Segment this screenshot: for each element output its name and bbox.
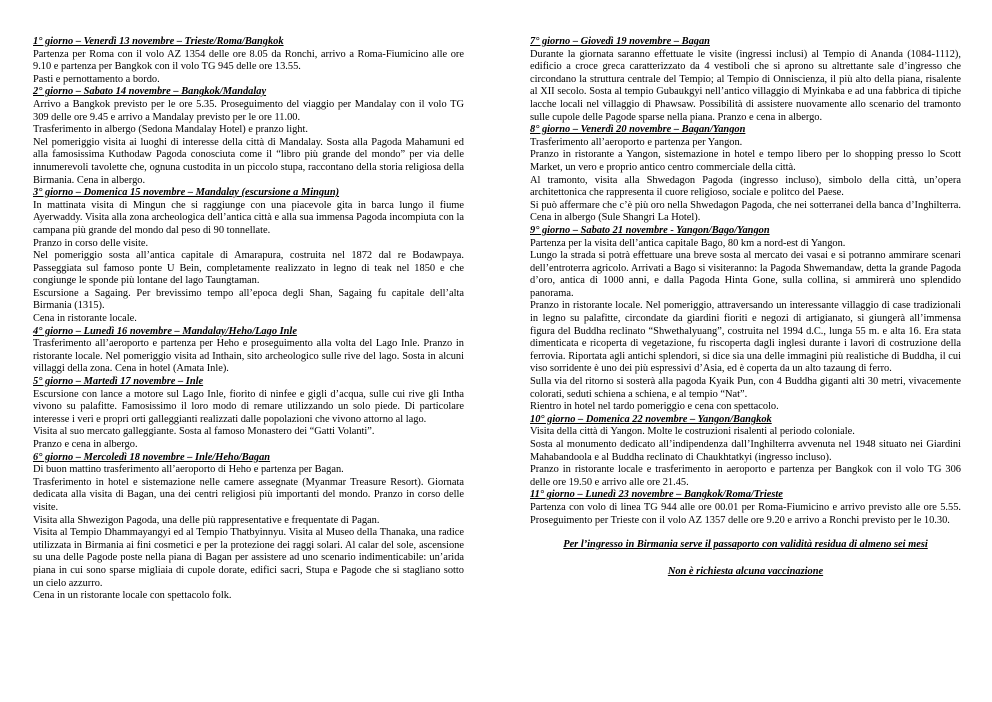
day-paragraph: In mattinata visita di Mingun che si raggiunge con una piacevole gita in barca lungo il fiume Ayerwaddy. Visita alla zona archeologica dell’antica città e alla sua immensa Pagoda incompiuta con la campana più grande del mondo dal peso di 90 tonnellate. xyxy=(33,199,464,236)
day-heading: 8° giorno – Venerdì 20 novembre – Bagan/Yangon xyxy=(530,124,746,136)
day-heading: 9° giorno – Sabato 21 novembre - Yangon/Bago/Yangon xyxy=(530,224,770,236)
day-paragraph: Rientro in hotel nel tardo pomeriggio e cena con spettacolo. xyxy=(530,401,779,413)
day-paragraph: Di buon mattino trasferimento all’aeroporto di Heho e partenza per Bagan. xyxy=(33,464,344,476)
day-paragraph: Escursione a Sagaing. Per brevissimo tempo all’epoca degli Shan, Sagaing fu capitale dell’alta Birmania (1315). xyxy=(33,287,464,312)
day-paragraph: Pasti e pernottamento a bordo. xyxy=(33,73,160,85)
day-paragraph: Trasferimento in hotel e sistemazione nelle camere assegnate (Myanmar Treasure Resort). Giornata dedicata alla visita di Bagan, una dei centri religiosi più importanti del mondo. Pranzo in corso delle visite. xyxy=(33,476,464,513)
day-paragraph: Sulla via del ritorno si sosterà alla pagoda Kyaik Pun, con 4 Buddha giganti alti 30 metri, vivacemente colorati, seduti schiena a schiena, e al tempio “Nat”. xyxy=(530,376,961,400)
day-block xyxy=(530,36,961,124)
day-heading: 6° giorno – Mercoledì 18 novembre – Inle/Heho/Bagan xyxy=(33,451,271,463)
day-heading: 4° giorno – Lunedì 16 novembre – Mandalay/Heho/Lago Inle xyxy=(33,325,297,337)
day-paragraph: Cena in ristorante locale. xyxy=(33,313,137,325)
day-heading: 3° giorno – Domenica 15 novembre – Mandalay (escursione a Mingun) xyxy=(33,187,340,199)
day-paragraph: Trasferimento all’aeroporto e partenza per Yangon. xyxy=(530,136,743,148)
day-paragraph: Visita alla Shwezigon Pagoda, una delle più rappresentative e frequentate di Pagan. xyxy=(33,514,380,526)
day-block xyxy=(33,187,464,326)
day-paragraph: Durante la giornata saranno effettuate le visite (ingressi inclusi) al Tempio di Ananda (1084-1112), edificio a croce greca caratterizzato da 4 vestiboli che si aprono su altrettante sale d’ingresso che circondano la struttura centrale del Tempio; al Tempio di Onniscienza, il più alto della piana, risalente al XII secolo. Sosta al tempio Gubaukgyi nell’antico villaggio di Myinkaba e ad una fabbrica di tipiche lacche locali nel villaggio di Phawsaw. Possibilità di assistere nuovamente allo scenario del tramonto sulle cupole delle Pagode sparse nella piana. Pranzo e cena in albergo. xyxy=(530,48,961,123)
day-paragraph: Visita al Tempio Dhammayangyi ed al Tempio Thatbyinnyu. Visita al Museo della Thanaka, una radice utilizzata in Birmania ai fini cosmetici e per la protezione dei raggi solari. Al calar del sole, ascensione su una delle Pagode poste nella piana di Bagan per assistere ad uno scenario indimenticabile: un’arida piana in cui sono sparse migliaia di cupole dorate, edifici sacri, Stupa e Pagode che si stagliano sotto un cielo azzurro. xyxy=(33,527,464,589)
day-paragraph: Visita della città di Yangon. Molte le costruzioni risalenti al periodo coloniale. xyxy=(530,426,855,438)
day-paragraph: Partenza con volo di linea TG 944 alle ore 00.01 per Roma-Fiumicino e arrivo previsto alle ore 5.55. Proseguimento per Trieste con il volo AZ 1357 delle ore 9.20 e arrivo a Ronchi previsto per le 10.30. xyxy=(530,501,961,526)
day-paragraph: Si può affermare che c’è più oro nella Shwedagon Pagoda, che nei sotterranei della banca d’Inghilterra. Cena in albergo (Sule Shangri La Hotel). xyxy=(530,199,961,224)
travel-note: Non è richiesta alcuna vaccinazione xyxy=(667,565,824,577)
day-block xyxy=(33,452,464,603)
day-paragraph: Cena in un ristorante locale con spettacolo folk. xyxy=(33,590,232,602)
day-block xyxy=(530,414,961,490)
day-heading: 11° giorno – Lunedì 23 novembre – Bangkok/Roma/Trieste xyxy=(530,489,783,501)
day-block xyxy=(33,36,464,86)
day-paragraph: Pranzo in ristorante locale e trasferimento in aeroporto e partenza per Bangkok con il volo TG 306 delle ore 19.50 e arrivo alle ore 21.45. xyxy=(530,464,961,488)
notes-section xyxy=(530,539,961,578)
day-heading: 10° giorno – Domenica 22 novembre – Yangon/Bangkok xyxy=(530,413,772,425)
day-paragraph: Nel pomeriggio visita ai luoghi di interesse della città di Mandalay. Sosta alla Pagoda Mahamuni ed alla famosissima Kuthodaw Pagoda conosciuta come il “libro più grande del mondo” per via delle innumerevoli tavolette che, ognuna custodita in un piccolo stupa, raccontano della storia religiosa della Birmania. Cena in albergo. xyxy=(33,136,464,186)
right-column xyxy=(530,36,961,592)
day-paragraph: Partenza per Roma con il volo AZ 1354 delle ore 8.05 da Ronchi, arrivo a Roma-Fiumicino alle ore 9.10 e partenza per Bangkok con il volo TG 945 delle ore 13.55. xyxy=(33,48,464,73)
day-paragraph: Pranzo in ristorante locale. Nel pomeriggio, attraversando un interessante villaggio di case tradizionali in legno su palafitte, circondate da giardini fioriti e negozi di artigianato, si giungerà all’immensa figura del Buddha reclinato “Shwethalyuang”, costruita nel 1994 d.C., lunga 55 m. e alta 16. Era stata dimenticata e ricoperta di vegetazione, fu riscoperta dagli inglesi durante i lavori di costruzione della ferrovia. Riportata agli antichi splendori, si dice sia una delle immagini più realistiche di Buddha, il cui viso sorridente è uno dei più espressivi d’Asia, ed è coperta da un alto tazaung di ferro. xyxy=(530,300,961,375)
day-paragraph: Lungo la strada si potrà effettuare una breve sosta al mercato dei vasai e si potranno ammirare scenari dell’entroterra agricolo. Arrivati a Bago si visiteranno: la Pagoda Shwemandaw, detta la grande Pagoda d’oro, antica di 1000 anni, e dalla Pagoda Hinta Gone, sulla collina, si ammirerà uno splendido panorama. xyxy=(530,250,961,299)
day-paragraph: Escursione con lance a motore sul Lago Inle, fiorito di ninfee e gigli d’acqua, sulle cui rive gli Intha vivono su palafitte. Famosissimo il loro modo di remare utilizzando un solo piede. Di particolare interesse i veri e propri orti galleggianti realizzati dalle popolazioni che vivono attorno al lago. xyxy=(33,388,464,425)
day-block xyxy=(530,225,961,414)
day-paragraph: Partenza per la visita dell’antica capitale Bago, 80 km a nord-est di Yangon. xyxy=(530,237,846,249)
right-days xyxy=(530,36,961,527)
left-column xyxy=(33,36,464,603)
day-paragraph: Pranzo in ristorante a Yangon, sistemazione in hotel e tempo libero per lo shopping presso lo Scott Market, un vero e proprio antico centro commerciale della città. xyxy=(530,149,961,173)
day-paragraph: Al tramonto, visita alla Shwedagon Pagoda (ingresso incluso), simbolo della città, un’opera architettonica che rappresenta il cuore religioso, sociale e politco del Paese. xyxy=(530,174,961,199)
day-heading: 2° giorno – Sabato 14 novembre – Bangkok/Mandalay xyxy=(33,86,267,98)
day-paragraph: Pranzo e cena in albergo. xyxy=(33,439,138,450)
day-paragraph: Sosta al monumento dedicato all’indipendenza dall’Inghilterra avvenuta nel 1948 situato nei Giardini Mahabandoola e al Buddha reclinato di Chaukhtatkyi (ingresso incluso). xyxy=(530,439,961,463)
day-paragraph: Trasferimento all’aeroporto e partenza per Heho e proseguimento alla volta del Lago Inle. Pranzo in ristorante locale. Nel pomeriggio visita ad Inthain, sito archeologico sulle rive del lago. Sosta in alcuni villaggi della zona. Cena in hotel (Amata Inle). xyxy=(33,338,464,375)
day-block xyxy=(33,326,464,376)
day-block xyxy=(33,376,464,452)
day-heading: 1° giorno – Venerdì 13 novembre – Trieste/Roma/Bangkok xyxy=(33,36,284,47)
day-heading: 5° giorno – Martedì 17 novembre – Inle xyxy=(33,376,204,388)
day-paragraph: Visita al suo mercato galleggiante. Sosta al famoso Monastero dei “Gatti Volanti”. xyxy=(33,426,375,438)
day-heading: 7° giorno – Giovedì 19 novembre – Bagan xyxy=(530,36,710,47)
day-block xyxy=(530,124,961,225)
day-block xyxy=(530,489,961,527)
travel-note: Per l’ingresso in Birmania serve il passaporto con validità residua di almeno sei mesi xyxy=(563,539,928,551)
day-paragraph: Pranzo in corso delle visite. xyxy=(33,237,149,249)
day-paragraph: Arrivo a Bangkok previsto per le ore 5.35. Proseguimento del viaggio per Mandalay con il volo TG 309 delle ore 9.45 e arrivo a Mandalay previsto per le ore 11.00. xyxy=(33,98,464,123)
day-paragraph: Trasferimento in albergo (Sedona Mandalay Hotel) e pranzo light. xyxy=(33,124,308,136)
day-block xyxy=(33,86,464,187)
day-paragraph: Nel pomeriggio sosta all’antica capitale di Amarapura, costruita nel 1872 dal re Bodawpaya. Passeggiata sul famoso ponte U Bein, completamente realizzato in legno di teak nel 1850 e che congiunge le sponde più lontane del lago Taungtaman. xyxy=(33,250,464,287)
